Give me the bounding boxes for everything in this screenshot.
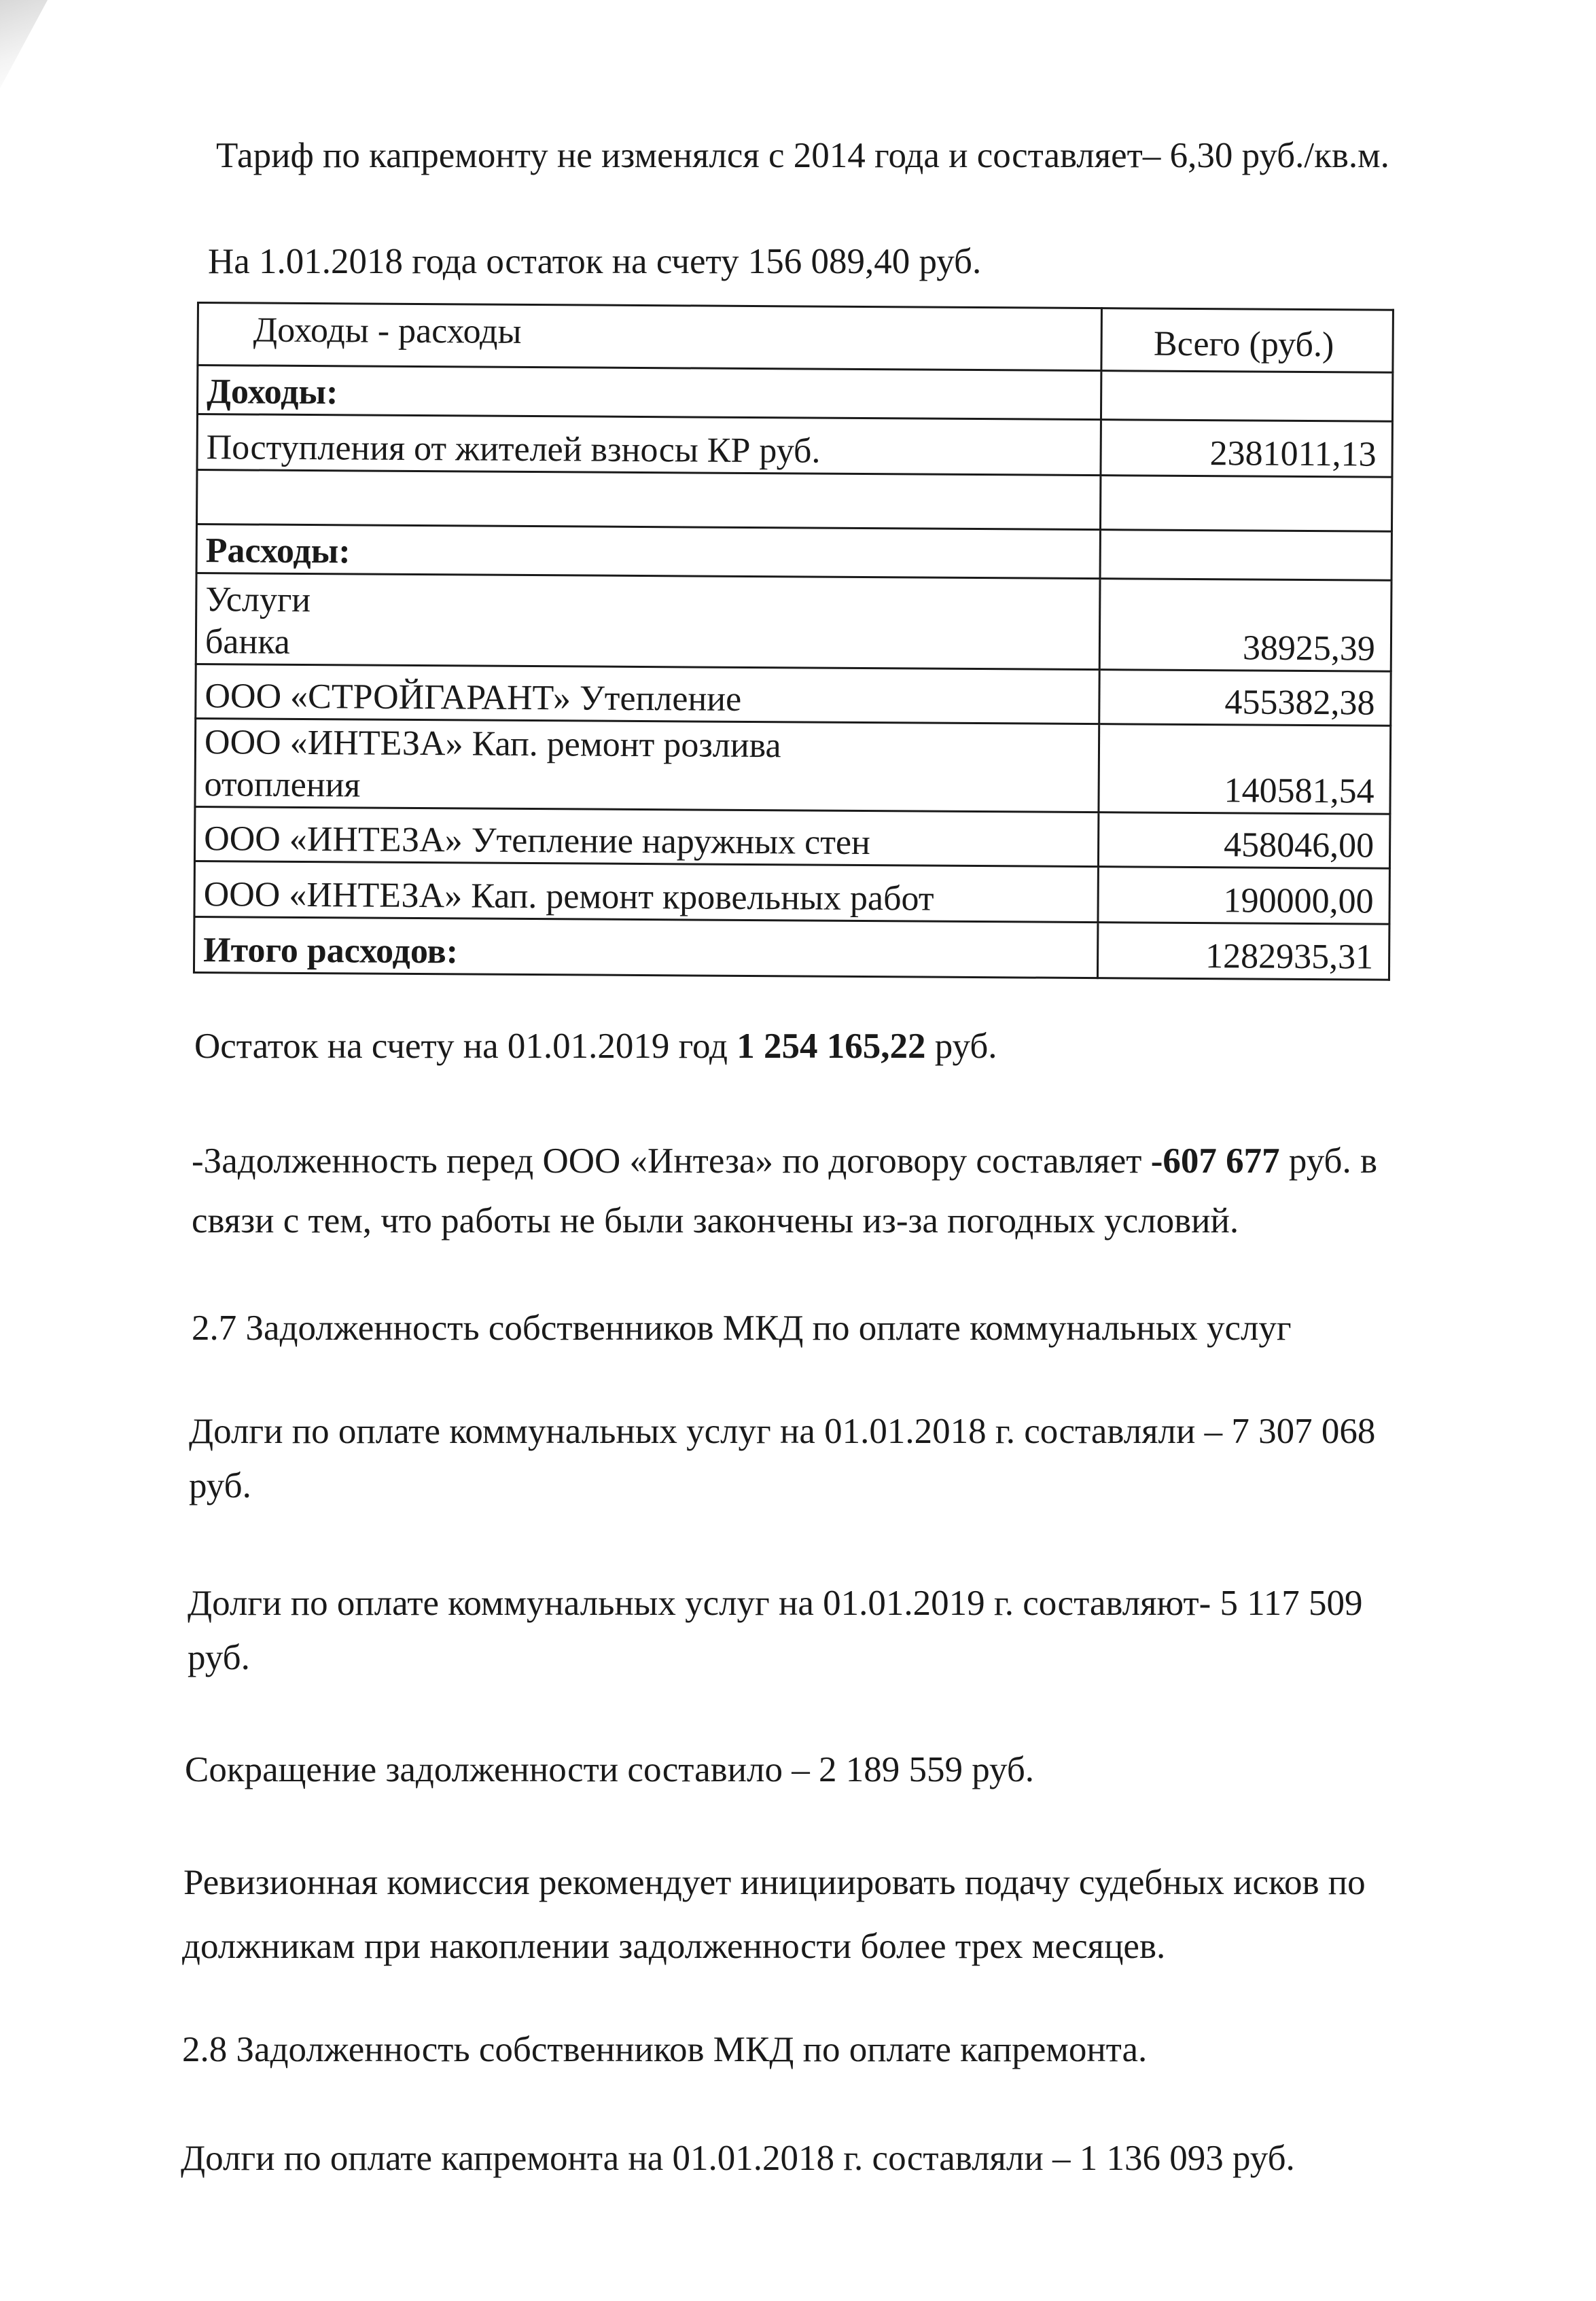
intesa-debt-line-1 [192, 1136, 1377, 1186]
income-section-label: Доходы: [197, 365, 1101, 420]
header-total: Всего (руб.) [1101, 308, 1394, 373]
table-row [194, 861, 1389, 924]
table-row [194, 806, 1389, 868]
header-income-expense: Доходы - расходы [198, 303, 1102, 371]
row-label: Поступления от жителей взносы КР руб. [197, 414, 1101, 476]
table-row [197, 414, 1392, 478]
row-amount: 455382,38 [1099, 670, 1391, 726]
table-header-row [198, 303, 1394, 373]
expenses-section-label: Расходы: [196, 524, 1100, 579]
page-corner-fold [0, 0, 48, 88]
debt-reduction-line: Сокращение задолженности составило – 2 189 559 руб. [185, 1750, 1035, 1789]
utility-debt-2018-line-1: Долги по оплате коммунальных услуг на 01.01.2018 г. составляли – 7 307 068 [189, 1412, 1376, 1451]
row-amount [1100, 530, 1391, 581]
row-label: ООО «ИНТЕЗА» Утепление наружных стен [194, 806, 1098, 866]
intesa-debt-line-2: связи с тем, что работы не были закончены из-за погодных условий. [192, 1201, 1239, 1241]
intesa-debt-amount: -607 677 [1150, 1141, 1280, 1181]
row-amount: 38925,39 [1099, 579, 1391, 672]
tariff-line: Тариф по капремонту не изменялся с 2014 года и составляет– 6,30 руб./кв.м. [216, 136, 1389, 175]
row-label: ООО «ИНТЕЗА» Кап. ремонт розлива отопления [195, 718, 1099, 812]
opening-balance-line: На 1.01.2018 года остаток на счету 156 089,40 руб. [208, 242, 982, 281]
intesa-debt-suffix: руб. в [1279, 1141, 1377, 1181]
table-row [196, 524, 1391, 581]
row-label: Услуги банка [196, 573, 1100, 670]
table-total-row [194, 916, 1389, 980]
row-label: ООО «СТРОЙГАРАНТ» Утепление [196, 664, 1099, 724]
row-label [196, 470, 1100, 530]
table-row [196, 573, 1391, 672]
table-row [197, 365, 1392, 422]
closing-balance-amount: 1 254 165,22 [737, 1027, 926, 1066]
section-2-8-title: 2.8 Задолженность собственников МКД по оплате капремонта. [182, 2030, 1148, 2069]
recommendation-line-1: Ревизионная комиссия рекомендует инициировать подачу судебных исков по [183, 1863, 1366, 1902]
row-amount [1100, 476, 1391, 532]
closing-balance-suffix: руб. [925, 1027, 997, 1066]
row-amount [1101, 371, 1392, 422]
utility-debt-2018-line-2: руб. [189, 1466, 251, 1505]
income-expense-table [193, 302, 1394, 981]
total-expenses-amount: 1282935,31 [1097, 923, 1389, 980]
recommendation-line-2: должникам при накоплении задолженности более трех месяцев. [182, 1927, 1166, 1966]
row-amount: 458046,00 [1098, 813, 1389, 869]
utility-debt-2019-line-1: Долги по оплате коммунальных услуг на 01.01.2019 г. составляют- 5 117 509 [188, 1584, 1363, 1623]
utility-debt-2019-line-2: руб. [188, 1638, 250, 1677]
table-row [195, 718, 1391, 814]
row-label: ООО «ИНТЕЗА» Кап. ремонт кровельных работ [194, 861, 1098, 922]
table-row [196, 470, 1391, 532]
row-amount: 190000,00 [1098, 867, 1389, 925]
row-amount: 140581,54 [1099, 724, 1391, 815]
closing-balance-line [194, 1021, 997, 1071]
intesa-debt-prefix: -Задолженность перед ООО «Интеза» по договору составляет [192, 1141, 1151, 1181]
total-expenses-label: Итого расходов: [194, 916, 1097, 978]
row-amount: 2381011,13 [1101, 420, 1392, 478]
capital-repair-debt-2018-line: Долги по оплате капремонта на 01.01.2018 г. составляли – 1 136 093 руб. [181, 2139, 1295, 2178]
closing-balance-prefix: Остаток на счету на 01.01.2019 год [194, 1027, 737, 1066]
section-2-7-title: 2.7 Задолженность собственников МКД по оплате коммунальных услуг [192, 1308, 1292, 1348]
table-row [196, 664, 1391, 726]
